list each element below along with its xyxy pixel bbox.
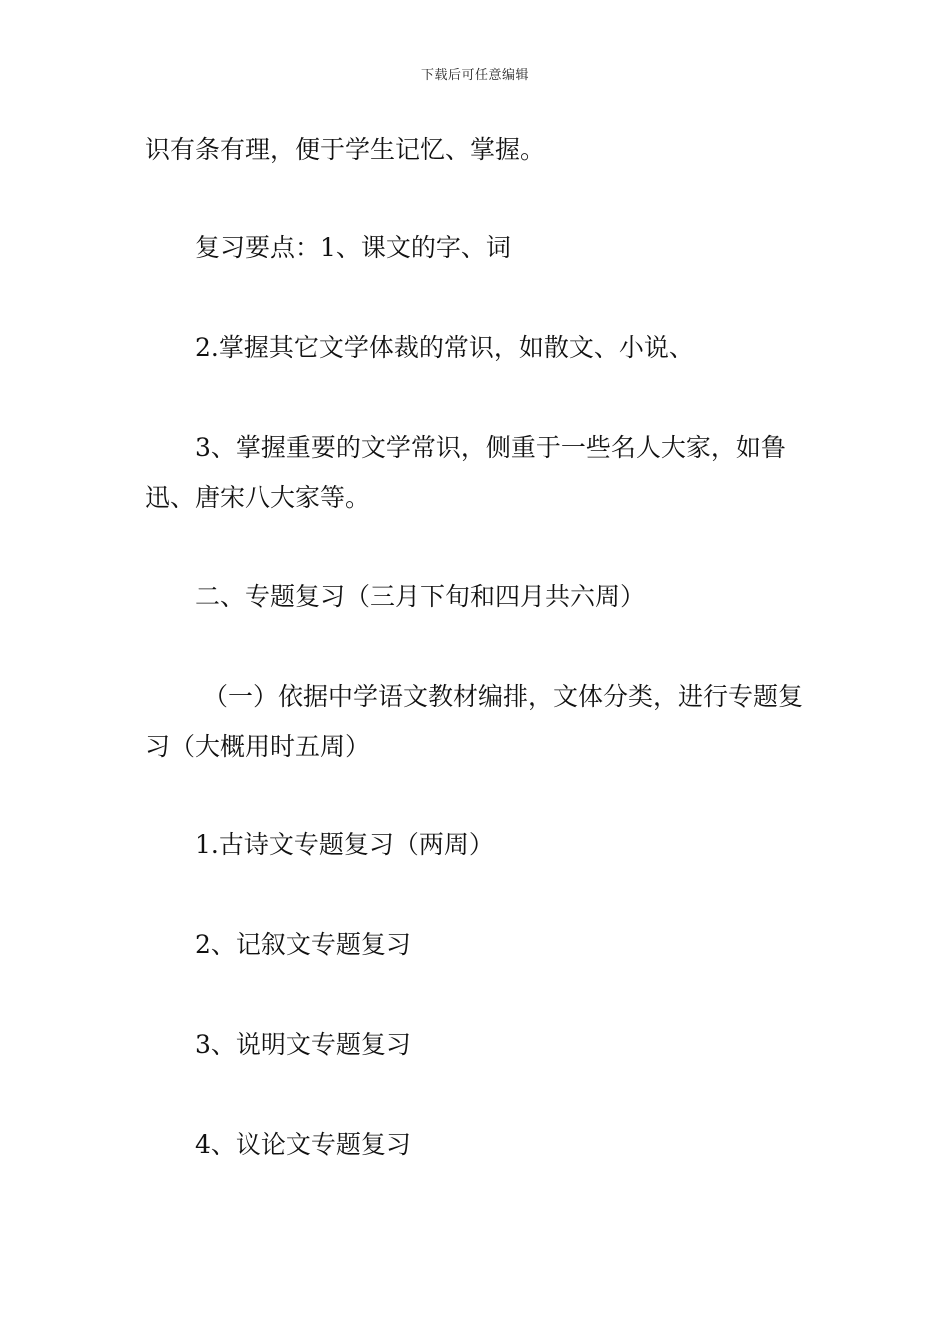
- paragraph-continuation: 识有条有理，便于学生记忆、掌握。: [145, 135, 546, 164]
- paragraph-item-1: 1.古诗文专题复习（两周）: [195, 830, 494, 859]
- paragraph-subsection-1: （一）依据中学语文教材编排，文体分类，进行专题复习（大概用时五周）: [145, 682, 804, 761]
- paragraph-item-2: 2、记叙文专题复习: [195, 930, 411, 959]
- page-header: 下载后可任意编辑: [420, 68, 529, 83]
- paragraph-item-3: 3、说明文专题复习: [195, 1030, 411, 1059]
- paragraph-item-4: 4、议论文专题复习: [195, 1130, 411, 1159]
- paragraph-point-3: 3、掌握重要的文学常识，侧重于一些名人大家，如鲁迅、唐宋八大家等。: [145, 433, 786, 512]
- paragraph-section-2-heading: 二、专题复习（三月下旬和四月共六周）: [195, 582, 646, 611]
- paragraph-review-points: 复习要点：1、课文的字、词: [195, 233, 511, 262]
- paragraph-point-2: 2.掌握其它文学体裁的常识，如散文、小说、: [195, 333, 694, 362]
